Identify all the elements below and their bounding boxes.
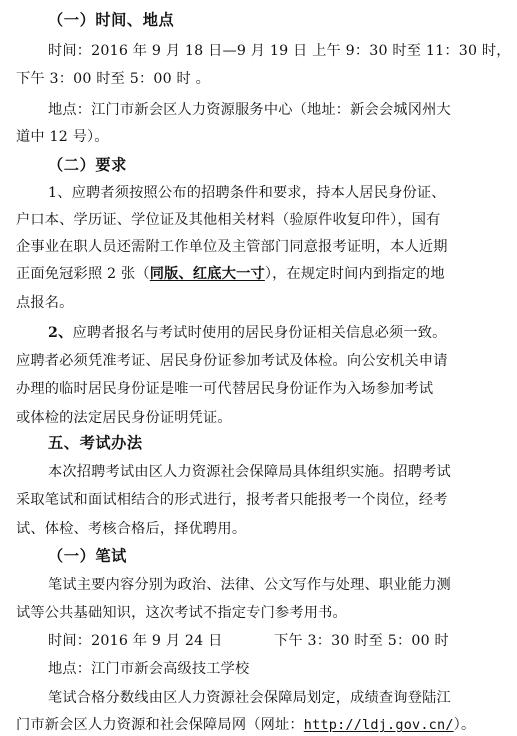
written-time-value: 2016 年 9 月 24 日 [91,633,223,649]
requirement-1-line-5: 点报名。 [16,295,74,311]
time-value-2: 下午 3：00 时至 5：00 时 。 [16,71,211,87]
photo-spec-emphasis: 同版、红底大一寸 [149,266,265,282]
score-line-2: 门市新会区人力资源和社会保障局网（网址：http://ldj.gov.cn/）。 [16,717,476,733]
requirement-2-line-2: 应聘者必须凭准考证、居民身份证参加考试及体检。向公安机关申请 [16,353,448,369]
place-line-1 [48,100,451,120]
exam-line-2: 采取笔试和面试相结合的形式进行，报考者只能报考一个岗位，经考 [16,492,448,508]
requirement-1-line-2: 户口本、学历证、学位证及其他相关材料（验原件收复印件），国有 [16,212,441,228]
written-time-afternoon: 下午 3：30 时至 5：00 时 [274,633,449,649]
section-time-place-heading: （一）时间、地点 [48,11,175,29]
requirement-2-line-3: 办理的临时居民身份证是唯一可代替居民身份证作为入场参加考试 [16,381,434,397]
requirement-2-number: 2、 [48,325,73,341]
written-line-2: 试等公共基础知识，这次考试不指定专门参考用书。 [16,605,347,621]
place-value-2: 道中 12 号）。 [16,129,109,145]
section-exam-heading: 五、考试办法 [48,434,143,452]
written-place-value: 江门市新会高级技工学校 [91,661,250,677]
place-label: 地点： [48,102,92,118]
place-value-1: 江门市新会区人力资源服务中心（地址：新会会城冈州大 [91,102,451,118]
written-place-label: 地点： [48,661,92,677]
time-line-2 [16,69,210,89]
exam-line-1: 本次招聘考试由区人力资源社会保障局具体组织实施。招聘考试 [48,464,451,480]
requirement-2-line-1: 2、应聘者报名与考试时使用的居民身份证相关信息必须一致。 [48,325,447,341]
time-value-1: 2016 年 9 月 18 日—9 月 19 日 上午 9：30 时至 11：30 时， [91,43,511,59]
written-place-line [48,659,249,679]
exam-line-3: 试、体检、考核合格后，择优聘用。 [16,521,247,537]
requirement-1-line-3: 企事业在职人员还需附工作单位及主管部门同意报考证明，本人近期 [16,239,448,255]
written-line-1: 笔试主要内容分别为政治、法律、公文写作与处理、职业能力测 [48,577,451,593]
place-line-2 [16,127,109,147]
time-line-1 [48,41,511,61]
written-time-label: 时间： [48,633,92,649]
written-time-line [48,631,222,651]
requirement-1-line-4: 正面免冠彩照 2 张（同版、红底大一寸），在规定时间内到指定的地 [16,266,445,282]
time-label: 时间： [48,43,92,59]
requirement-2-line-4: 或体检的法定居民身份证明凭证。 [16,410,232,426]
section-requirements-heading: （二）要求 [48,156,127,174]
score-query-link[interactable]: http://ldj.gov.cn/ [303,717,454,733]
score-line-1: 笔试合格分数线由区人力资源社会保障局划定，成绩查询登陆江 [48,690,451,706]
requirement-1-line-1: 1、应聘者须按照公布的招聘条件和要求，持本人居民身份证、 [48,185,446,201]
section-written-heading: （一）笔试 [48,547,127,565]
